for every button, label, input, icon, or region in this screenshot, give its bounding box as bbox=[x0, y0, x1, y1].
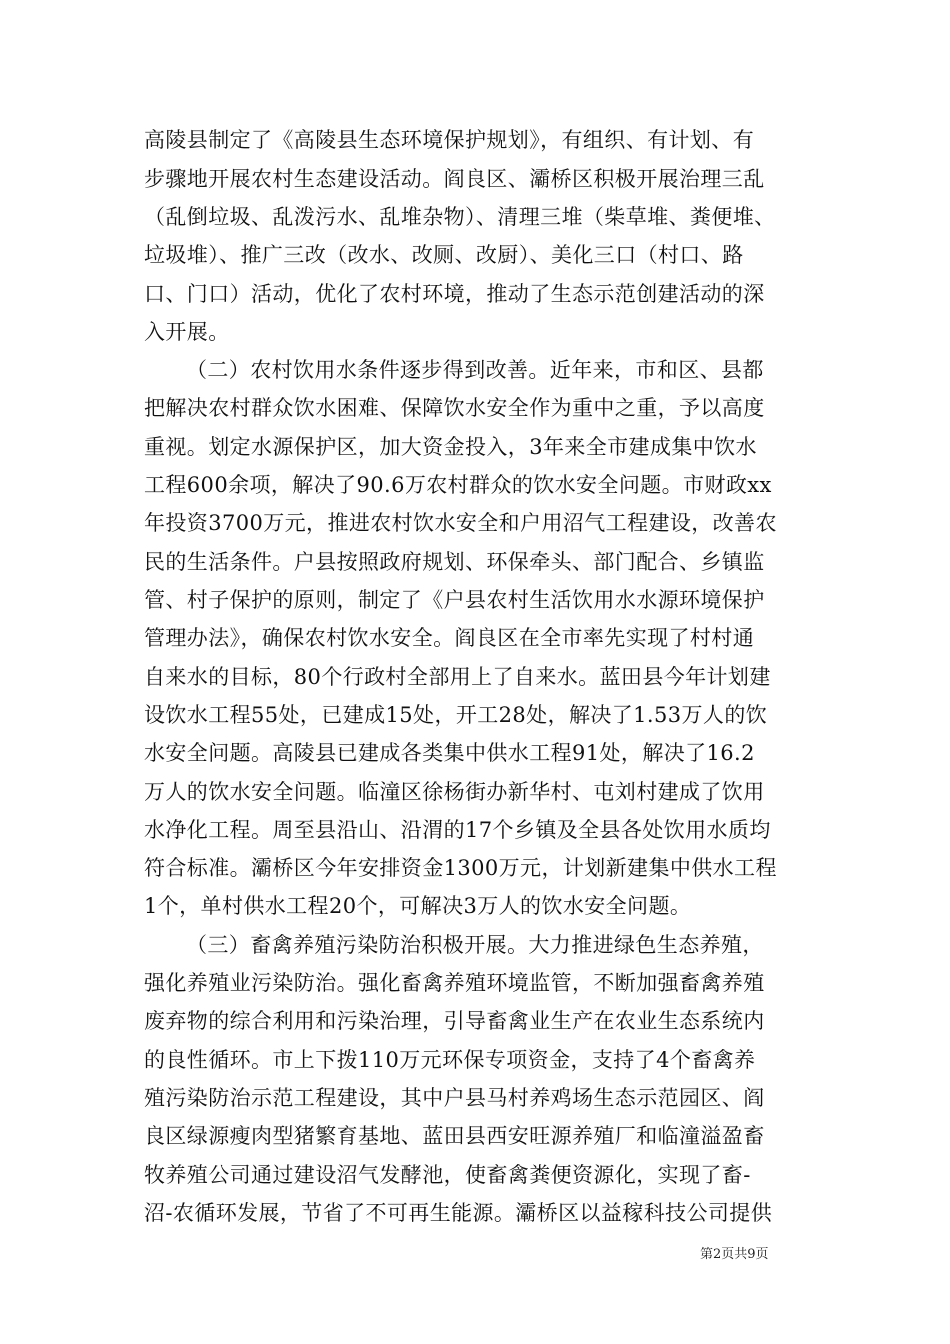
text-line: 水净化工程。周至县沿山、沿渭的17个乡镇及全县各处饮用水质均 bbox=[144, 818, 771, 842]
text-line: 步骤地开展农村生态建设活动。阎良区、灞桥区积极开展治理三乱 bbox=[144, 167, 765, 191]
text-line: 沼-农循环发展，节省了不可再生能源。灞桥区以益稼科技公司提供 bbox=[144, 1201, 773, 1225]
text-line: 废弃物的综合利用和污染治理，引导畜禽业生产在农业生态系统内 bbox=[144, 1009, 765, 1033]
paragraph-heading: （三）畜禽养殖污染防治积极开展。大力推进绿色生态养殖， bbox=[186, 933, 764, 957]
text-line: 年投资3700万元，推进农村饮水安全和户用沼气工程建设，改善农 bbox=[144, 511, 777, 535]
text-line: 高陵县制定了《高陵县生态环境保护规划》，有组织、有计划、有 bbox=[144, 128, 755, 152]
text-line: 良区绿源瘦肉型猪繁育基地、蓝田县西安旺源养殖厂和临潼溢盈畜 bbox=[144, 1124, 765, 1148]
text-line: 的良性循环。市上下拨110万元环保专项资金，支持了4个畜禽养 bbox=[144, 1048, 756, 1072]
text-line: 自来水的目标，80个行政村全部用上了自来水。蓝田县今年计划建 bbox=[144, 665, 771, 689]
text-line: 管理办法》，确保农村饮水安全。阎良区在全市率先实现了村村通 bbox=[144, 626, 755, 650]
text-line: 口、门口）活动，优化了农村环境，推动了生态示范创建活动的深 bbox=[144, 282, 765, 306]
text-line: 牧养殖公司通过建设沼气发酵池，使畜禽粪便资源化，实现了畜- bbox=[144, 1163, 751, 1187]
page-number: 第2页共9页 bbox=[700, 1247, 769, 1262]
text-line: 强化养殖业污染防治。强化畜禽养殖环境监管，不断加强畜禽养殖 bbox=[144, 971, 765, 995]
text-line: 工程600余项，解决了90.6万农村群众的饮水安全问题。市财政xx bbox=[144, 473, 772, 497]
text-line: 水安全问题。高陵县已建成各类集中供水工程91处，解决了16.2 bbox=[144, 741, 755, 765]
text-line: 设饮水工程55处，已建成15处，开工28处，解决了1.53万人的饮 bbox=[144, 703, 768, 727]
text-line: （乱倒垃圾、乱泼污水、乱堆杂物）、清理三堆（柴草堆、粪便堆、 bbox=[144, 205, 776, 229]
text-line: 入开展。 bbox=[144, 320, 230, 344]
text-line: 殖污染防治示范工程建设，其中户县马村养鸡场生态示范园区、阎 bbox=[144, 1086, 765, 1110]
text-line: 万人的饮水安全问题。临潼区徐杨街办新华村、屯刘村建成了饮用 bbox=[144, 780, 765, 804]
text-line: 把解决农村群众饮水困难、保障饮水安全作为重中之重，予以高度 bbox=[144, 396, 765, 420]
text-line: 管、村子保护的原则，制定了《户县农村生活饮用水水源环境保护 bbox=[144, 588, 765, 612]
text-line: 符合标准。灞桥区今年安排资金1300万元，计划新建集中供水工程 bbox=[144, 856, 777, 880]
text-line: 1个，单村供水工程20个，可解决3万人的饮水安全问题。 bbox=[144, 894, 692, 918]
text-line: 垃圾堆）、推广三改（改水、改厕、改厨）、美化三口（村口、路 bbox=[144, 243, 744, 267]
text-line: 重视。划定水源保护区，加大资金投入，3年来全市建成集中饮水 bbox=[144, 435, 757, 459]
paragraph-heading: （二）农村饮用水条件逐步得到改善。近年来，市和区、县都 bbox=[186, 358, 764, 382]
text-line: 民的生活条件。户县按照政府规划、环保牵头、部门配合、乡镇监 bbox=[144, 550, 765, 574]
